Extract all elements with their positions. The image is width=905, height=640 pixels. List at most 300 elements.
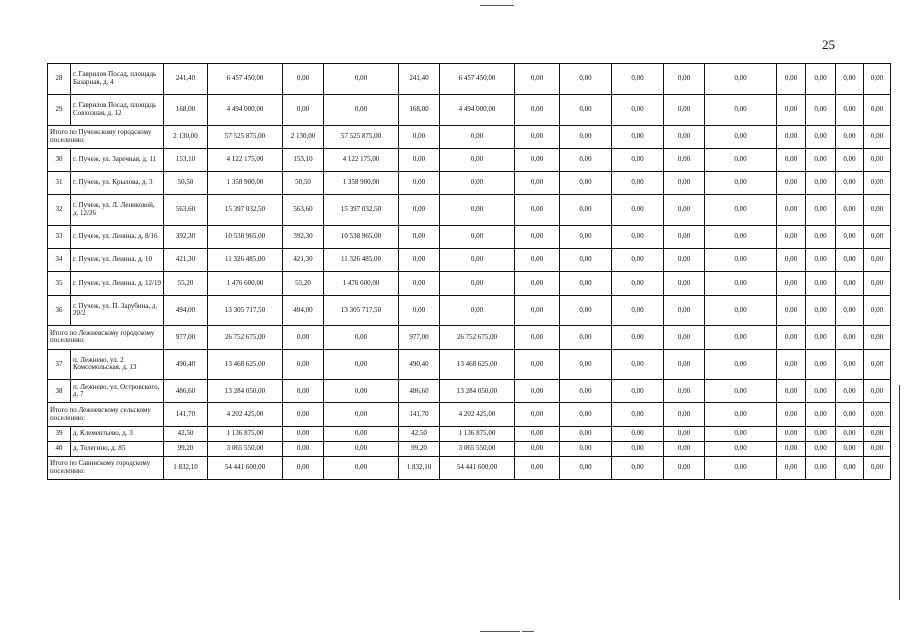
value-cell: 0,00 bbox=[836, 380, 864, 403]
value-cell: 4 122 175,00 bbox=[324, 148, 399, 171]
value-cell: 977,00 bbox=[164, 326, 208, 349]
value-cell: 0,00 bbox=[705, 441, 777, 456]
row-number: 34 bbox=[48, 249, 71, 272]
value-cell: 0,00 bbox=[515, 225, 560, 248]
value-cell: 0,00 bbox=[440, 225, 515, 248]
value-cell: 0,00 bbox=[664, 249, 705, 272]
value-cell: 0,00 bbox=[664, 125, 705, 148]
value-cell: 0,00 bbox=[399, 125, 440, 148]
value-cell: 0,00 bbox=[705, 94, 777, 125]
value-cell: 15 397 032,50 bbox=[208, 195, 283, 226]
value-cell: 0,00 bbox=[777, 295, 806, 326]
value-cell: 0,00 bbox=[777, 326, 806, 349]
address-cell: г. Гаврилов Посад, площадь Базарная, д. 4 bbox=[71, 64, 164, 95]
value-cell: 0,00 bbox=[777, 125, 806, 148]
value-cell: 0,00 bbox=[612, 94, 664, 125]
value-cell: 0,00 bbox=[777, 225, 806, 248]
value-cell: 99,20 bbox=[164, 441, 208, 456]
table-row bbox=[48, 426, 891, 441]
value-cell: 0,00 bbox=[806, 349, 836, 380]
table-row bbox=[48, 148, 891, 171]
value-cell: 0,00 bbox=[864, 295, 891, 326]
value-cell: 0,00 bbox=[612, 403, 664, 426]
value-cell: 1 476 600,00 bbox=[208, 272, 283, 295]
table-row bbox=[48, 64, 891, 95]
value-cell: 0,00 bbox=[515, 456, 560, 479]
value-cell: 0,00 bbox=[283, 94, 324, 125]
value-cell: 0,00 bbox=[705, 171, 777, 194]
value-cell: 55,20 bbox=[283, 272, 324, 295]
value-cell: 0,00 bbox=[705, 426, 777, 441]
value-cell: 0,00 bbox=[705, 403, 777, 426]
value-cell: 0,00 bbox=[705, 249, 777, 272]
value-cell: 0,00 bbox=[283, 426, 324, 441]
table-row bbox=[48, 441, 891, 456]
value-cell: 0,00 bbox=[806, 426, 836, 441]
value-cell: 0,00 bbox=[515, 249, 560, 272]
value-cell: 0,00 bbox=[399, 148, 440, 171]
value-cell: 0,00 bbox=[515, 64, 560, 95]
value-cell: 1 476 600,00 bbox=[324, 272, 399, 295]
value-cell: 0,00 bbox=[664, 326, 705, 349]
scan-edge-mark bbox=[899, 385, 900, 600]
value-cell: 0,00 bbox=[864, 125, 891, 148]
value-cell: 141,70 bbox=[399, 403, 440, 426]
value-cell: 0,00 bbox=[664, 195, 705, 226]
budget-table-body bbox=[48, 64, 891, 480]
value-cell: 0,00 bbox=[864, 94, 891, 125]
value-cell: 4 494 000,00 bbox=[440, 94, 515, 125]
value-cell: 0,00 bbox=[777, 403, 806, 426]
address-cell: п. Лежнево, ул. Островского, д. 7 bbox=[71, 380, 164, 403]
value-cell: 0,00 bbox=[515, 326, 560, 349]
value-cell: 0,00 bbox=[836, 441, 864, 456]
row-number: 40 bbox=[48, 441, 71, 456]
value-cell: 0,00 bbox=[612, 456, 664, 479]
value-cell: 0,00 bbox=[836, 148, 864, 171]
value-cell: 11 326 485,00 bbox=[324, 249, 399, 272]
value-cell: 0,00 bbox=[705, 272, 777, 295]
value-cell: 0,00 bbox=[864, 272, 891, 295]
value-cell: 0,00 bbox=[806, 148, 836, 171]
value-cell: 13 468 625,00 bbox=[208, 349, 283, 380]
value-cell: 0,00 bbox=[399, 195, 440, 226]
value-cell: 0,00 bbox=[806, 125, 836, 148]
value-cell: 0,00 bbox=[515, 148, 560, 171]
subtotal-label: Итого по Лежневскому городскому поселению: bbox=[48, 326, 164, 349]
value-cell: 0,00 bbox=[560, 272, 612, 295]
subtotal-row bbox=[48, 125, 891, 148]
value-cell: 0,00 bbox=[806, 64, 836, 95]
value-cell: 392,30 bbox=[283, 225, 324, 248]
table-row bbox=[48, 295, 891, 326]
value-cell: 0,00 bbox=[283, 349, 324, 380]
value-cell: 0,00 bbox=[612, 441, 664, 456]
table-row bbox=[48, 272, 891, 295]
value-cell: 0,00 bbox=[560, 94, 612, 125]
value-cell: 54 441 600,00 bbox=[208, 456, 283, 479]
value-cell: 0,00 bbox=[612, 326, 664, 349]
value-cell: 0,00 bbox=[560, 249, 612, 272]
address-cell: г. Гаврилов Посад, площадь Совхозная, д. 12 bbox=[71, 94, 164, 125]
value-cell: 0,00 bbox=[515, 426, 560, 441]
value-cell: 563,60 bbox=[283, 195, 324, 226]
value-cell: 0,00 bbox=[864, 326, 891, 349]
value-cell: 0,00 bbox=[612, 225, 664, 248]
page-number: 25 bbox=[822, 37, 835, 52]
value-cell: 0,00 bbox=[664, 225, 705, 248]
value-cell: 0,00 bbox=[515, 94, 560, 125]
address-cell: г. Пучеж, ул. Ленина, д. 12/19 bbox=[71, 272, 164, 295]
address-cell: г. Пучеж, ул. Л. Лениковой, д. 12/26 bbox=[71, 195, 164, 226]
value-cell: 0,00 bbox=[864, 349, 891, 380]
value-cell: 13 284 050,00 bbox=[208, 380, 283, 403]
value-cell: 0,00 bbox=[560, 441, 612, 456]
value-cell: 0,00 bbox=[705, 326, 777, 349]
value-cell: 0,00 bbox=[864, 225, 891, 248]
address-cell: д. Клементьево, д. 3 bbox=[71, 426, 164, 441]
value-cell: 0,00 bbox=[836, 125, 864, 148]
value-cell: 0,00 bbox=[612, 125, 664, 148]
value-cell: 0,00 bbox=[864, 249, 891, 272]
table-row bbox=[48, 249, 891, 272]
scan-artifact-bottom-short bbox=[522, 631, 534, 632]
value-cell: 0,00 bbox=[515, 403, 560, 426]
value-cell: 392,30 bbox=[164, 225, 208, 248]
value-cell: 0,00 bbox=[560, 380, 612, 403]
value-cell: 4 122 175,00 bbox=[208, 148, 283, 171]
value-cell: 0,00 bbox=[283, 441, 324, 456]
value-cell: 0,00 bbox=[806, 441, 836, 456]
value-cell: 57 525 875,00 bbox=[208, 125, 283, 148]
value-cell: 0,00 bbox=[777, 456, 806, 479]
value-cell: 0,00 bbox=[560, 171, 612, 194]
value-cell: 13 468 625,00 bbox=[440, 349, 515, 380]
value-cell: 0,00 bbox=[664, 456, 705, 479]
value-cell: 0,00 bbox=[777, 441, 806, 456]
value-cell: 0,00 bbox=[777, 272, 806, 295]
value-cell: 0,00 bbox=[836, 349, 864, 380]
value-cell: 0,00 bbox=[777, 148, 806, 171]
value-cell: 0,00 bbox=[777, 249, 806, 272]
value-cell: 0,00 bbox=[440, 148, 515, 171]
value-cell: 0,00 bbox=[864, 148, 891, 171]
table-row bbox=[48, 94, 891, 125]
value-cell: 0,00 bbox=[705, 195, 777, 226]
value-cell: 0,00 bbox=[515, 380, 560, 403]
value-cell: 0,00 bbox=[515, 195, 560, 226]
value-cell: 0,00 bbox=[864, 403, 891, 426]
value-cell: 0,00 bbox=[777, 195, 806, 226]
value-cell: 0,00 bbox=[560, 225, 612, 248]
subtotal-row bbox=[48, 326, 891, 349]
row-number: 37 bbox=[48, 349, 71, 380]
value-cell: 0,00 bbox=[836, 426, 864, 441]
value-cell: 494,00 bbox=[164, 295, 208, 326]
value-cell: 0,00 bbox=[777, 426, 806, 441]
row-number: 32 bbox=[48, 195, 71, 226]
value-cell: 0,00 bbox=[664, 441, 705, 456]
value-cell: 10 538 965,00 bbox=[208, 225, 283, 248]
value-cell: 0,00 bbox=[399, 171, 440, 194]
value-cell: 0,00 bbox=[864, 456, 891, 479]
value-cell: 0,00 bbox=[440, 171, 515, 194]
value-cell: 421,30 bbox=[164, 249, 208, 272]
value-cell: 0,00 bbox=[515, 171, 560, 194]
value-cell: 0,00 bbox=[664, 295, 705, 326]
value-cell: 0,00 bbox=[664, 64, 705, 95]
row-number: 36 bbox=[48, 295, 71, 326]
value-cell: 0,00 bbox=[560, 64, 612, 95]
value-cell: 490,40 bbox=[399, 349, 440, 380]
row-number: 29 bbox=[48, 94, 71, 125]
value-cell: 0,00 bbox=[806, 403, 836, 426]
address-cell: г. Пучеж, ул. Заречная, д. 11 bbox=[71, 148, 164, 171]
value-cell: 977,00 bbox=[399, 326, 440, 349]
value-cell: 563,60 bbox=[164, 195, 208, 226]
value-cell: 0,00 bbox=[806, 195, 836, 226]
value-cell: 0,00 bbox=[836, 225, 864, 248]
value-cell: 42,50 bbox=[399, 426, 440, 441]
value-cell: 241,40 bbox=[164, 64, 208, 95]
value-cell: 0,00 bbox=[560, 295, 612, 326]
value-cell: 0,00 bbox=[664, 94, 705, 125]
value-cell: 0,00 bbox=[864, 380, 891, 403]
value-cell: 168,00 bbox=[164, 94, 208, 125]
value-cell: 0,00 bbox=[806, 272, 836, 295]
value-cell: 0,00 bbox=[806, 225, 836, 248]
value-cell: 26 752 675,00 bbox=[208, 326, 283, 349]
value-cell: 13 284 050,00 bbox=[440, 380, 515, 403]
value-cell: 0,00 bbox=[560, 403, 612, 426]
value-cell: 153,10 bbox=[283, 148, 324, 171]
value-cell: 0,00 bbox=[560, 456, 612, 479]
value-cell: 0,00 bbox=[777, 64, 806, 95]
value-cell: 4 202 425,00 bbox=[440, 403, 515, 426]
value-cell: 0,00 bbox=[705, 125, 777, 148]
value-cell: 0,00 bbox=[324, 380, 399, 403]
value-cell: 0,00 bbox=[399, 295, 440, 326]
value-cell: 0,00 bbox=[806, 171, 836, 194]
subtotal-label: Итого по Савинскому городскому поселению: bbox=[48, 456, 164, 479]
value-cell: 1 136 875,00 bbox=[440, 426, 515, 441]
value-cell: 0,00 bbox=[612, 64, 664, 95]
address-cell: г. Пучеж, ул. Ленина, д. 10 bbox=[71, 249, 164, 272]
value-cell: 0,00 bbox=[836, 195, 864, 226]
value-cell: 0,00 bbox=[283, 326, 324, 349]
value-cell: 0,00 bbox=[864, 441, 891, 456]
value-cell: 0,00 bbox=[612, 272, 664, 295]
value-cell: 2 130,00 bbox=[283, 125, 324, 148]
value-cell: 0,00 bbox=[612, 295, 664, 326]
value-cell: 0,00 bbox=[283, 380, 324, 403]
value-cell: 0,00 bbox=[836, 272, 864, 295]
value-cell: 0,00 bbox=[324, 426, 399, 441]
value-cell: 494,00 bbox=[283, 295, 324, 326]
scan-artifact-top bbox=[480, 5, 514, 6]
scan-artifact-bottom bbox=[480, 631, 520, 632]
value-cell: 0,00 bbox=[283, 403, 324, 426]
value-cell: 141,70 bbox=[164, 403, 208, 426]
value-cell: 0,00 bbox=[705, 64, 777, 95]
value-cell: 0,00 bbox=[664, 349, 705, 380]
row-number: 39 bbox=[48, 426, 71, 441]
value-cell: 1 832,10 bbox=[164, 456, 208, 479]
row-number: 33 bbox=[48, 225, 71, 248]
value-cell: 0,00 bbox=[612, 249, 664, 272]
value-cell: 0,00 bbox=[324, 326, 399, 349]
value-cell: 0,00 bbox=[864, 171, 891, 194]
value-cell: 0,00 bbox=[777, 94, 806, 125]
value-cell: 0,00 bbox=[836, 64, 864, 95]
value-cell: 0,00 bbox=[515, 295, 560, 326]
value-cell: 0,00 bbox=[664, 426, 705, 441]
value-cell: 0,00 bbox=[515, 441, 560, 456]
table-row bbox=[48, 195, 891, 226]
value-cell: 10 538 965,00 bbox=[324, 225, 399, 248]
value-cell: 0,00 bbox=[705, 456, 777, 479]
value-cell: 0,00 bbox=[806, 326, 836, 349]
value-cell: 0,00 bbox=[777, 171, 806, 194]
budget-table bbox=[47, 63, 891, 480]
value-cell: 0,00 bbox=[324, 441, 399, 456]
row-number: 38 bbox=[48, 380, 71, 403]
value-cell: 42,50 bbox=[164, 426, 208, 441]
value-cell: 241,40 bbox=[399, 64, 440, 95]
subtotal-label: Итого по Пучежскому городскому поселению: bbox=[48, 125, 164, 148]
value-cell: 55,20 bbox=[164, 272, 208, 295]
value-cell: 0,00 bbox=[612, 148, 664, 171]
value-cell: 0,00 bbox=[806, 94, 836, 125]
value-cell: 99,20 bbox=[399, 441, 440, 456]
value-cell: 0,00 bbox=[283, 456, 324, 479]
value-cell: 0,00 bbox=[836, 456, 864, 479]
value-cell: 0,00 bbox=[560, 426, 612, 441]
value-cell: 0,00 bbox=[705, 380, 777, 403]
row-number: 30 bbox=[48, 148, 71, 171]
value-cell: 0,00 bbox=[612, 171, 664, 194]
value-cell: 0,00 bbox=[705, 295, 777, 326]
value-cell: 0,00 bbox=[864, 426, 891, 441]
value-cell: 0,00 bbox=[864, 195, 891, 226]
value-cell: 1 136 875,00 bbox=[208, 426, 283, 441]
value-cell: 0,00 bbox=[806, 380, 836, 403]
value-cell: 26 752 675,00 bbox=[440, 326, 515, 349]
value-cell: 0,00 bbox=[777, 380, 806, 403]
value-cell: 0,00 bbox=[664, 148, 705, 171]
value-cell: 0,00 bbox=[440, 125, 515, 148]
value-cell: 0,00 bbox=[560, 349, 612, 380]
value-cell: 1 358 900,00 bbox=[324, 171, 399, 194]
row-number: 35 bbox=[48, 272, 71, 295]
value-cell: 421,30 bbox=[283, 249, 324, 272]
value-cell: 0,00 bbox=[836, 403, 864, 426]
value-cell: 0,00 bbox=[705, 349, 777, 380]
value-cell: 3 065 550,00 bbox=[440, 441, 515, 456]
table-row bbox=[48, 380, 891, 403]
value-cell: 0,00 bbox=[836, 171, 864, 194]
value-cell: 0,00 bbox=[324, 456, 399, 479]
value-cell: 168,00 bbox=[399, 94, 440, 125]
value-cell: 486,60 bbox=[399, 380, 440, 403]
value-cell: 0,00 bbox=[440, 249, 515, 272]
value-cell: 153,10 bbox=[164, 148, 208, 171]
value-cell: 0,00 bbox=[664, 272, 705, 295]
value-cell: 0,00 bbox=[612, 195, 664, 226]
value-cell: 0,00 bbox=[515, 125, 560, 148]
value-cell: 0,00 bbox=[664, 403, 705, 426]
value-cell: 0,00 bbox=[836, 295, 864, 326]
address-cell: п. Лежнево, ул. 2 Комсомольская, д. 13 bbox=[71, 349, 164, 380]
subtotal-row bbox=[48, 456, 891, 479]
value-cell: 0,00 bbox=[515, 349, 560, 380]
value-cell: 0,00 bbox=[664, 171, 705, 194]
value-cell: 0,00 bbox=[324, 403, 399, 426]
value-cell: 1 358 900,00 bbox=[208, 171, 283, 194]
value-cell: 0,00 bbox=[705, 148, 777, 171]
value-cell: 0,00 bbox=[560, 195, 612, 226]
value-cell: 0,00 bbox=[324, 64, 399, 95]
table-row bbox=[48, 349, 891, 380]
value-cell: 0,00 bbox=[705, 225, 777, 248]
value-cell: 3 065 550,00 bbox=[208, 441, 283, 456]
value-cell: 0,00 bbox=[806, 456, 836, 479]
value-cell: 0,00 bbox=[612, 426, 664, 441]
table-row bbox=[48, 171, 891, 194]
value-cell: 0,00 bbox=[836, 249, 864, 272]
value-cell: 57 525 875,00 bbox=[324, 125, 399, 148]
value-cell: 6 457 450,00 bbox=[440, 64, 515, 95]
subtotal-row bbox=[48, 403, 891, 426]
row-number: 31 bbox=[48, 171, 71, 194]
value-cell: 13 305 717,50 bbox=[324, 295, 399, 326]
value-cell: 0,00 bbox=[806, 249, 836, 272]
value-cell: 0,00 bbox=[515, 272, 560, 295]
value-cell: 1 832,10 bbox=[399, 456, 440, 479]
address-cell: г. Пучеж, ул. Крылова, д. 3 bbox=[71, 171, 164, 194]
value-cell: 50,50 bbox=[283, 171, 324, 194]
value-cell: 15 397 032,50 bbox=[324, 195, 399, 226]
value-cell: 0,00 bbox=[324, 349, 399, 380]
value-cell: 0,00 bbox=[836, 326, 864, 349]
value-cell: 0,00 bbox=[664, 380, 705, 403]
value-cell: 0,00 bbox=[399, 225, 440, 248]
value-cell: 486,60 bbox=[164, 380, 208, 403]
address-cell: д. Телегино, д. 85 bbox=[71, 441, 164, 456]
value-cell: 0,00 bbox=[836, 94, 864, 125]
value-cell: 13 305 717,50 bbox=[208, 295, 283, 326]
value-cell: 0,00 bbox=[560, 125, 612, 148]
value-cell: 4 494 000,00 bbox=[208, 94, 283, 125]
value-cell: 0,00 bbox=[440, 272, 515, 295]
address-cell: г. Пучеж, ул. П. Зарубина, д. 20/2 bbox=[71, 295, 164, 326]
value-cell: 0,00 bbox=[806, 295, 836, 326]
value-cell: 0,00 bbox=[560, 326, 612, 349]
value-cell: 0,00 bbox=[864, 64, 891, 95]
value-cell: 11 326 485,00 bbox=[208, 249, 283, 272]
value-cell: 54 441 600,00 bbox=[440, 456, 515, 479]
value-cell: 490,40 bbox=[164, 349, 208, 380]
value-cell: 0,00 bbox=[324, 94, 399, 125]
value-cell: 50,50 bbox=[164, 171, 208, 194]
subtotal-label: Итого по Лежневскому сельскому поселению: bbox=[48, 403, 164, 426]
value-cell: 0,00 bbox=[283, 64, 324, 95]
value-cell: 0,00 bbox=[440, 295, 515, 326]
value-cell: 0,00 bbox=[777, 349, 806, 380]
value-cell: 0,00 bbox=[399, 272, 440, 295]
value-cell: 0,00 bbox=[399, 249, 440, 272]
address-cell: г. Пучеж, ул. Ленина, д. 8/16 bbox=[71, 225, 164, 248]
